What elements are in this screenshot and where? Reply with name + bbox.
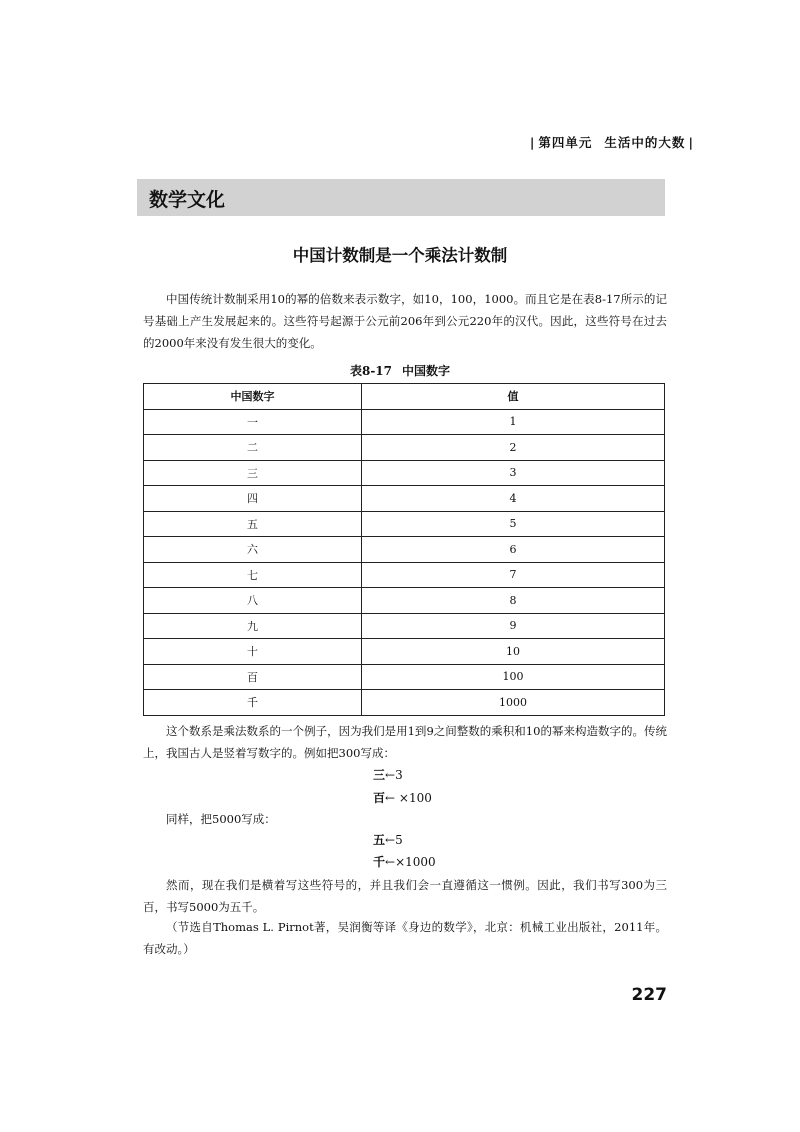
table-caption-number: 表8-17: [349, 364, 392, 378]
numeral-cell: 千: [144, 690, 362, 716]
example-annotation: ←×1000: [385, 855, 436, 869]
table-row: [144, 409, 665, 435]
numeral-cell: 二: [144, 435, 362, 461]
section-banner: [137, 179, 665, 216]
table-row: [144, 486, 665, 512]
numeral-cell: 九: [144, 613, 362, 639]
intro-paragraph: 中国传统计数制采用10的幂的倍数来表示数字，如10，100，1000。而且它是在表8-17所示的记号基础上产生发展起来的。这些符号起源于公元前206年到公元220年的汉代。因此，这些符号在过去的2000年来没有发生很大的变化。: [143, 292, 667, 350]
chinese-numerals-table: [143, 383, 665, 716]
value-cell: 7: [362, 562, 665, 588]
example-char: 百: [373, 791, 386, 805]
header-divider: |: [688, 135, 694, 150]
value-cell: 3: [362, 460, 665, 486]
numeral-cell: 五: [144, 511, 362, 537]
value-cell: 1: [362, 409, 665, 435]
value-cell: 5: [362, 511, 665, 537]
table-row: [144, 588, 665, 614]
example-5000-line-1: [373, 831, 403, 848]
table-row: [144, 537, 665, 563]
numeral-cell: 八: [144, 588, 362, 614]
value-cell: 1000: [362, 690, 665, 716]
example-annotation: ←5: [385, 833, 403, 847]
numeral-cell: 三: [144, 460, 362, 486]
table-header-row: [144, 384, 665, 410]
value-cell: 100: [362, 664, 665, 690]
table-row: [144, 664, 665, 690]
example-300-line-2: [373, 789, 432, 806]
table-row: [144, 613, 665, 639]
table-row: [144, 460, 665, 486]
numeral-cell: 七: [144, 562, 362, 588]
numeral-cell: 十: [144, 639, 362, 665]
same-way-paragraph: 同样，把5000写成：: [166, 812, 276, 826]
header-chapter: 生活中的大数: [604, 135, 686, 150]
table-row: [144, 562, 665, 588]
numeral-cell: 一: [144, 409, 362, 435]
table-row: [144, 511, 665, 537]
header-unit: 第四单元: [538, 135, 593, 150]
example-char: 千: [373, 855, 386, 869]
example-annotation: ← ×100: [385, 791, 432, 805]
article-title: 中国计数制是一个乘法计数制: [292, 246, 508, 265]
table-row: [144, 639, 665, 665]
value-cell: 4: [362, 486, 665, 512]
value-cell: 6: [362, 537, 665, 563]
table-caption: [0, 362, 800, 379]
example-300-line-1: [373, 766, 403, 783]
table-row: [144, 435, 665, 461]
value-cell: 9: [362, 613, 665, 639]
example-5000-line-2: [373, 853, 436, 870]
value-cell: 10: [362, 639, 665, 665]
section-title: 数学文化: [149, 189, 226, 211]
header-value: 值: [362, 384, 665, 410]
example-char: 五: [373, 833, 386, 847]
numeral-cell: 百: [144, 664, 362, 690]
conclusion-paragraph: 然而，现在我们是横着写这些符号的，并且我们会一直遵循这一惯例。因此，我们书写300为三百，书写5000为五千。: [143, 878, 667, 914]
page-number: 227: [631, 985, 667, 1005]
header-divider: |: [529, 135, 536, 150]
source-citation: （节选自Thomas L. Pirnot著，吴润衡等译《身边的数学》，北京：机械工业出版社，2011年。有改动。）: [143, 920, 667, 956]
explanation-paragraph: 这个数系是乘法数系的一个例子，因为我们是用1到9之间整数的乘积和10的幂来构造数字的。传统上，我国古人是竖着写数字的。例如把300写成：: [143, 724, 667, 760]
header-chinese-numeral: 中国数字: [144, 384, 362, 410]
table-caption-title: 中国数字: [402, 364, 451, 378]
table-row: [144, 690, 665, 716]
example-char: 三: [373, 768, 386, 782]
value-cell: 2: [362, 435, 665, 461]
numeral-cell: 四: [144, 486, 362, 512]
numeral-cell: 六: [144, 537, 362, 563]
example-annotation: ←3: [385, 768, 403, 782]
value-cell: 8: [362, 588, 665, 614]
running-header: [527, 133, 697, 151]
